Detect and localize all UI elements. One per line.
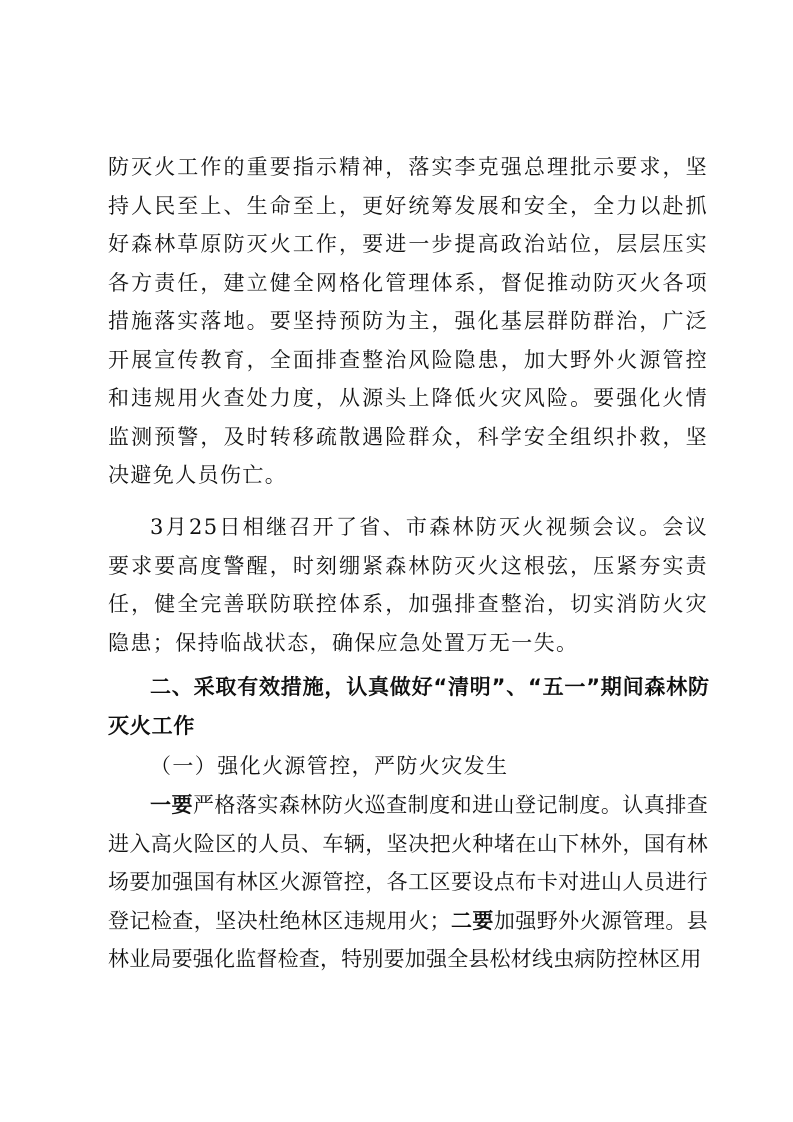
emphasis-lead-1: 一要 [150,793,193,817]
body-paragraph-3 [108,786,708,979]
body-paragraph-1: 防灭火工作的重要指示精神，落实李克强总理批示要求，坚持人民至上、生命至上，更好统筹发展和安全，全力以赴抓好森林草原防灭火工作，要进一步提高政治站位，层层压实各方责任，建立健全网格化管理体系，督促推动防灭火各项措施落实落地。要坚持预防为主，强化基层群防群治，广泛开展宣传教育，全面排查整治风险隐患，加大野外火源管控和违规用火查处力度，从源头上降低火灾风险。要强化火情监测预警，及时转移疏散遇险群众，科学安全组织扑救，坚决避免人员伤亡。 [108,155,708,487]
subsection-heading: （一）强化火源管控，严防火灾发生 [150,754,509,778]
paragraph-3-text-2: 加强野外火源管理。县林业局要强化监督检查，特别要加强全县松材线虫病防控林区用 [108,908,709,971]
section-heading: 二、采取有效措施，认真做好“清明”、“五一”期间森林防灭火工作 [108,675,710,738]
body-paragraph-2: 3月25日相继召开了省、市森林防灭火视频会议。会议要求要高度警醒，时刻绷紧森林防灭火这根弦，压紧夯实责任，健全完善联防联控体系，加强排查整治，切实消防火灾隐患；保持临战状态，确保应急处置万无一失。 [108,515,708,655]
paragraph-3-text-1: 严格落实森林防火巡查制度和进山登记制度。认真排查进入高火险区的人员、车辆，坚决把火种堵在山下林外，国有林场要加强国有林区火源管控，各工区要设点布卡对进山人员进行登记检查，坚决杜绝林区违规用火； [108,793,708,933]
emphasis-lead-2: 二要 [450,908,494,933]
